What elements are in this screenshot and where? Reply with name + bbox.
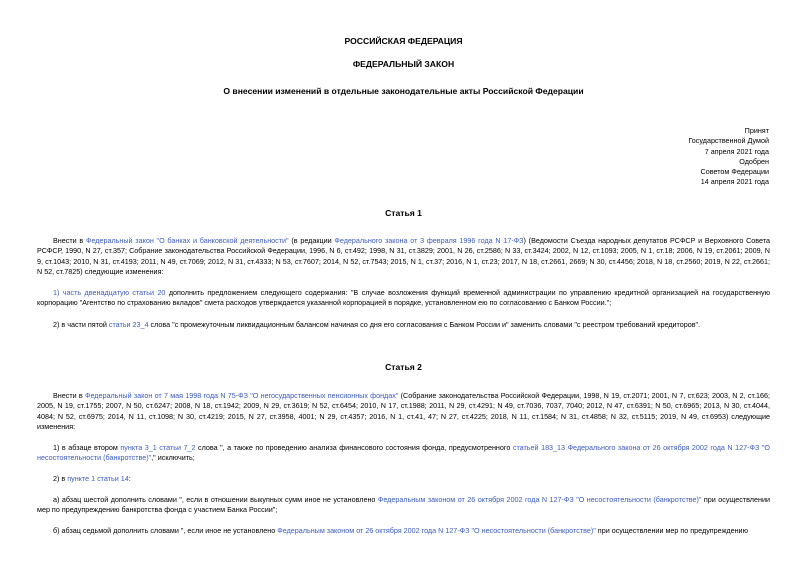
article-2-intro: Внести в Федеральный закон от 7 мая 1998 года N 75-ФЗ "О негосударственных пенсионных фондах" (Собрание законодательства Российской Федерации, 1998, N 19, ст.2071; 2001, N 7, ст.623; 2003, N 2, ст.166; 2005, N 19, ст.1755; 2007, N 50, ст.6247; 2008, N 18, ст.1942; 2009, N 29, ст.3619; N 52, ст.6454; 2010, N 17, ст.1988; 2011, N 29, ст.4291; N 49, ст.7036, 7037, 7040; 2012, N 47, ст.6391; N 50, ст.6965; 2013, N 30, ст.4044, 4084; N 52, ст.6975; 2014, N 11, ст.1098; N 30, ст.4219; 2015, N 27, ст.3958, 4001; N 29, ст.4357; 2016, N 1, ст.41, 47; N 27, ст.4225; 2018, N 11, ст.1584; N 31, ст.4858; N 32, ст.5115; 2019, N 49, ст.6953) следующие изменения: — [37, 391, 770, 432]
law-link[interactable]: статьи 23_4 — [108, 320, 149, 329]
adoption-line: Одобрен — [739, 156, 769, 166]
adoption-line: 14 апреля 2021 года — [700, 177, 769, 187]
law-link[interactable]: пункта 3_1 статьи 7_2 — [120, 443, 196, 452]
law-link[interactable]: статьей 183_13 Федерального закона от 26 октября 2002 года N 127-ФЗ "О несостоятельности (банкротстве)" — [37, 443, 770, 463]
article-1-item-1: 1) часть двенадцатую статьи 20 дополнить предложением следующего содержания: "В случае возложения функций временной администрации по управлению кредитной организацией на государственную корпорацию "Агентство по страхованию вкладов" смета расходов утверждается указанной корпорацией в порядке, установленном ею по согласованию с Банком России."; — [37, 288, 770, 308]
law-link[interactable]: пункте 1 статьи 14 — [67, 474, 129, 483]
law-link[interactable]: Федерального закона от 3 февраля 1996 года N 17-ФЗ — [334, 236, 524, 245]
article-1-heading: Статья 1 — [385, 208, 422, 218]
law-link[interactable]: Федеральным законом от 26 октября 2002 года N 127-ФЗ "О несостоятельности (банкротстве)" — [277, 526, 596, 535]
adoption-line: Принят — [744, 126, 769, 135]
adoption-line: 7 апреля 2021 года — [704, 146, 769, 156]
adoption-line: Советом Федерации — [700, 167, 769, 177]
article-2-heading: Статья 2 — [385, 362, 422, 372]
document-law-type: ФЕДЕРАЛЬНЫЙ ЗАКОН — [352, 59, 455, 69]
law-link[interactable]: Федеральным законом от 26 октября 2002 года N 127-ФЗ "О несостоятельности (банкротстве)" — [377, 495, 702, 504]
adoption-line: Государственной Думой — [688, 136, 769, 146]
document-country: РОССИЙСКАЯ ФЕДЕРАЦИЯ — [344, 36, 463, 46]
law-link[interactable]: 1) часть двенадцатую статьи 20 — [53, 288, 166, 297]
adoption-block — [688, 126, 769, 188]
article-1-item-2: 2) в части пятой статьи 23_4 слова "с промежуточным ликвидационным балансом начиная со дня его согласования с Банком России и" заменить словами "с реестром требований кредиторов". — [53, 320, 701, 329]
law-link[interactable]: Федеральный закон "О банках и банковской деятельности" — [85, 236, 289, 245]
article-2-item-2b: б) абзац седьмой дополнить словами ", если иное не установлено Федеральным законом от 26 октября 2002 года N 127-ФЗ "О несостоятельности (банкротстве)" при осуществлении мер по предупреждению — [53, 526, 748, 535]
document-title: О внесении изменений в отдельные законодательные акты Российской Федерации — [223, 86, 584, 96]
article-2-item-1: 1) в абзаце втором пункта 3_1 статьи 7_2 слова ", а также по проведению анализа финансового состояния фонда, предусмотренного статьей 183_13 Федерального закона от 26 октября 2002 года N 127-ФЗ "О несостоятельности (банкротстве)"," исключить; — [37, 443, 770, 463]
article-2-item-2a: а) абзац шестой дополнить словами ", если в отношении выкупных сумм иное не установлено Федеральным законом от 26 октября 2002 года N 127-ФЗ "О несостоятельности (банкротстве)" при осуществлении мер по предупреждению банкротства фонда с участием Банка России"; — [37, 495, 770, 515]
article-1-intro: Внести в Федеральный закон "О банках и банковской деятельности" (в редакции Федерального закона от 3 февраля 1996 года N 17-ФЗ) (Ведомости Съезда народных депутатов РСФСР и Верховного Совета РСФСР, 1990, N 27, ст.357; Собрание законодательства Российской Федерации, 1996, N 6, ст.492; 1998, N 31, ст.3829; 2001, N 26, ст.2586; N 33, ст.3424; 2002, N 12, ст.1093; 2005, N 1, ст.18; 2006, N 19, ст.2061; 2009, N 9, ст.1043; 2010, N 31, ст.4193; 2011, N 49, ст.7069; 2012, N 31, ст.4333; N 53, ст.7607; 2014, N 52, ст.7543; 2015, N 1, ст.37; 2016, N 1, ст.23; 2017, N 18, ст.2661, 2669; N 30, ст.4456; 2018, N 18, ст.2560; 2019, N 22, ст.2661; N 52, ст.7825) следующие изменения: — [37, 236, 771, 277]
article-2-item-2: 2) в пункте 1 статьи 14: — [53, 474, 131, 483]
law-link[interactable]: Федеральный закон от 7 мая 1998 года N 75-ФЗ "О негосударственных пенсионных фондах" — [85, 391, 399, 400]
